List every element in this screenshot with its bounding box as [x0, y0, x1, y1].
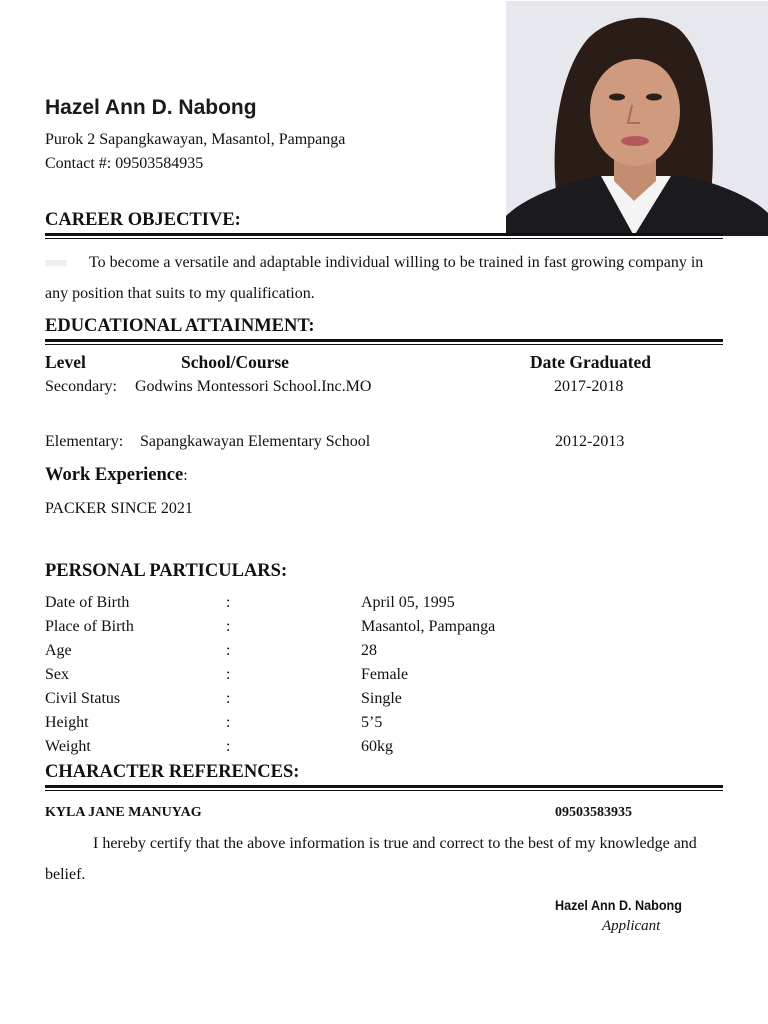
career-objective-text: To become a versatile and adaptable individual willing to be trained in fast growing company in any position that suits to my qualification.: [45, 254, 704, 302]
education-col-school: School/Course: [181, 352, 289, 372]
personal-label: Sex: [45, 666, 69, 683]
certification-text: I hereby certify that the above information is true and correct to the best of my knowledge and belief.: [45, 835, 697, 883]
personal-label: Civil Status: [45, 690, 121, 707]
section-divider: [45, 233, 723, 236]
work-experience-entry: PACKER SINCE 2021: [45, 500, 193, 517]
reference-phone: 09503583935: [555, 805, 632, 820]
education-heading: EDUCATIONAL ATTAINMENT:: [45, 316, 315, 336]
personal-value: Masantol, Pampanga: [361, 618, 496, 635]
education-row-level: Elementary:: [45, 433, 124, 450]
portrait-image: [506, 1, 768, 236]
personal-value: 60kg: [361, 738, 393, 755]
education-row-level: Secondary:: [45, 378, 117, 395]
personal-separator: :: [226, 738, 231, 755]
career-objective-heading: CAREER OBJECTIVE:: [45, 210, 241, 230]
personal-label: Weight: [45, 738, 91, 755]
personal-separator: :: [226, 594, 231, 611]
personal-separator: :: [226, 618, 231, 635]
personal-value: 5’5: [361, 714, 383, 731]
reference-name: KYLA JANE MANUYAG: [45, 805, 202, 820]
signature-name: Hazel Ann D. Nabong: [555, 897, 682, 913]
personal-label: Date of Birth: [45, 594, 130, 611]
personal-label: Place of Birth: [45, 618, 134, 635]
section-divider-thin: [45, 790, 723, 791]
personal-value: 28: [361, 642, 377, 659]
education-col-level: Level: [45, 352, 86, 372]
personal-separator: :: [226, 666, 231, 683]
education-col-date: Date Graduated: [530, 352, 652, 372]
education-row-school: Sapangkawayan Elementary School: [140, 433, 371, 450]
section-divider: [45, 785, 723, 788]
section-divider-thin: [45, 238, 723, 239]
character-references-heading: CHARACTER REFERENCES:: [45, 762, 300, 782]
work-experience-heading: Work Experience:: [45, 465, 188, 485]
section-divider: [45, 339, 723, 342]
personal-value: Female: [361, 666, 409, 683]
signature-role: Applicant: [602, 918, 661, 934]
applicant-address: Purok 2 Sapangkawayan, Masantol, Pampanga: [45, 131, 346, 148]
education-row-date: 2017-2018: [554, 378, 624, 395]
applicant-contact: Contact #: 09503584935: [45, 155, 204, 172]
personal-label: Age: [45, 642, 72, 659]
applicant-name: Hazel Ann D. Nabong: [45, 96, 257, 119]
personal-separator: :: [226, 690, 231, 707]
applicant-photo: [506, 1, 768, 236]
personal-separator: :: [226, 642, 231, 659]
education-row-date: 2012-2013: [555, 433, 625, 450]
personal-separator: :: [226, 714, 231, 731]
personal-value: April 05, 1995: [361, 594, 455, 611]
personal-particulars-heading: PERSONAL PARTICULARS:: [45, 561, 288, 581]
indent-marker: [45, 260, 67, 266]
education-row-school: Godwins Montessori School.Inc.MO: [135, 378, 372, 395]
personal-value: Single: [361, 690, 402, 707]
personal-label: Height: [45, 714, 89, 731]
section-divider-thin: [45, 344, 723, 345]
